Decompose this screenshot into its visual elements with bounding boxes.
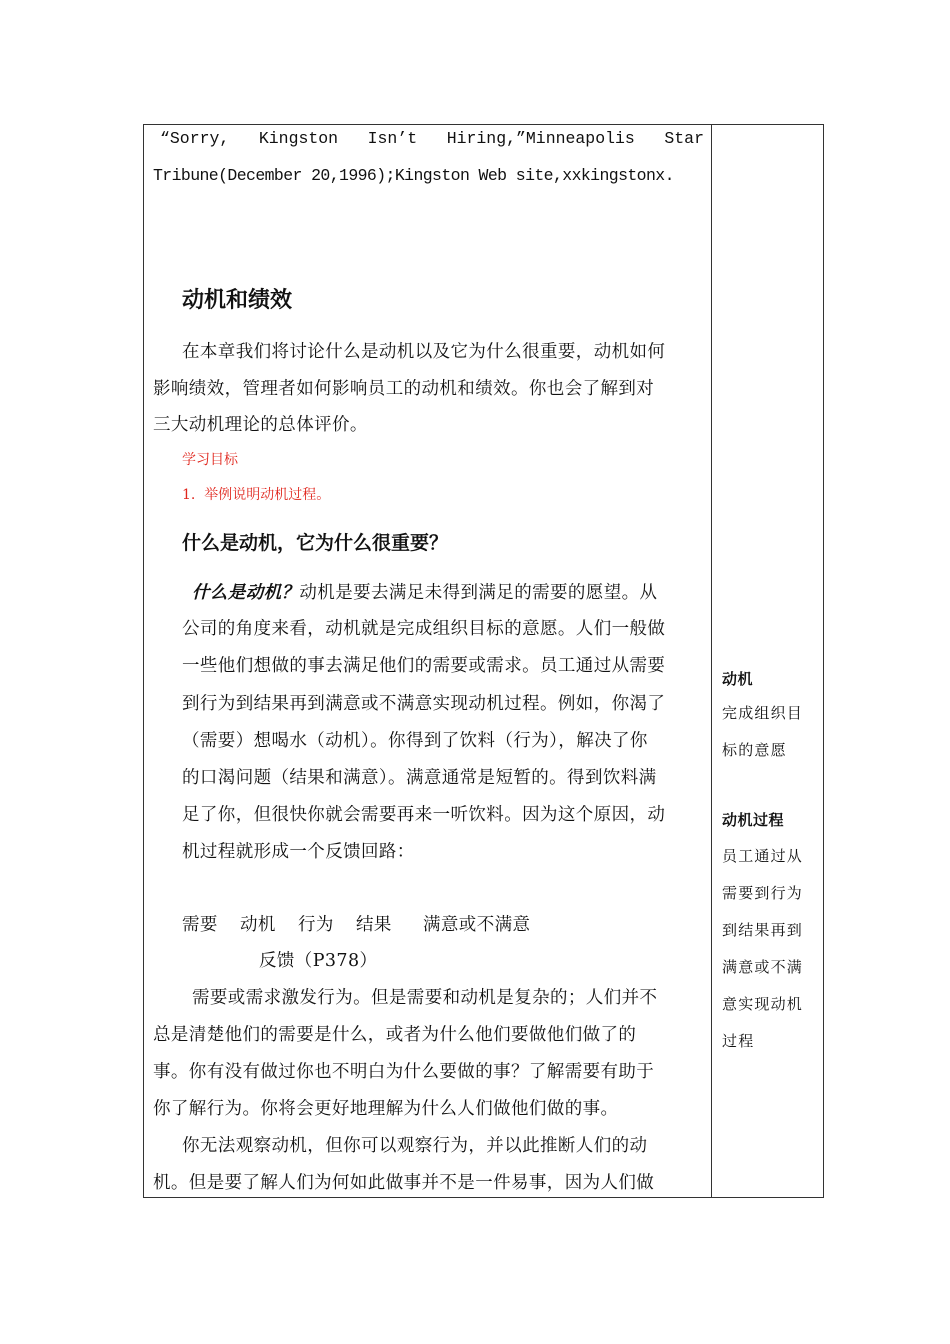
sidebar-definition-line: 意实现动机 — [722, 995, 804, 1013]
paragraph-1-line: 到行为到结果再到满意或不满意实现动机过程。例如，你渴了 — [182, 694, 666, 714]
sidebar-definition-line: 过程 — [722, 1032, 755, 1050]
intro-line-1: 在本章我们将讨论什么是动机以及它为什么很重要，动机如何 — [182, 342, 666, 362]
objectives-label: 学习目标 — [182, 452, 238, 468]
paragraph-3-line: 你无法观察动机，但你可以观察行为，并以此推断人们的动 — [182, 1136, 648, 1156]
citation-word: Kingston — [258, 129, 339, 148]
paragraph-2-line: 总是清楚他们的需要是什么，或者为什么他们要做他们做了的 — [153, 1025, 637, 1045]
process-step-result: 结果 — [356, 915, 392, 935]
citation-word: Hiring,”Minneapolis — [446, 129, 635, 148]
paragraph-2-line: 你了解行为。你将会更好地理解为什么人们做他们做的事。 — [153, 1099, 619, 1119]
citation-word: “Sorry, — [160, 129, 230, 148]
paragraph-2-line: 需要或需求激发行为。但是需要和动机是复杂的；人们并不 — [192, 988, 658, 1008]
sidebar-definition-line: 到结果再到 — [722, 921, 804, 939]
process-step-satisfaction: 满意或不满意 — [423, 915, 531, 935]
objective-item-1: 1. 举例说明动机过程。 — [182, 487, 331, 503]
sidebar-term-motivation: 动机 — [722, 670, 754, 688]
citation-line-1 — [160, 129, 704, 148]
paragraph-1-line: （需要）想喝水（动机）。你得到了饮料（行为），解决了你 — [182, 731, 648, 751]
paragraph-1-line: 一些他们想做的事去满足他们的需要或需求。员工通过从需要 — [182, 656, 666, 676]
citation-word: Isn’t — [367, 129, 418, 148]
paragraph-3-line: 机。但是要了解人们为何如此做事并不是一件易事，因为人们做 — [153, 1173, 655, 1193]
sidebar-definition-line: 完成组织目 — [722, 704, 804, 722]
section-title: 动机和绩效 — [182, 288, 293, 313]
sidebar-definition-line: 员工通过从 — [722, 847, 804, 865]
process-feedback-label: 反馈（P378） — [259, 951, 378, 971]
sidebar-term-motivation-process: 动机过程 — [722, 811, 785, 829]
paragraph-1-line: 足了你，但很快你就会需要再来一听饮料。因为这个原因，动 — [182, 805, 666, 825]
process-step-behavior: 行为 — [298, 915, 334, 935]
paragraph-1-line: 机过程就形成一个反馈回路： — [182, 842, 415, 862]
citation-word: Star — [664, 129, 704, 148]
intro-line-2: 影响绩效，管理者如何影响员工的动机和绩效。你也会了解到对 — [153, 379, 655, 399]
italic-lead: 什么是动机？ — [192, 583, 300, 603]
paragraph-1-line: 的口渴问题（结果和满意）。满意通常是短暂的。得到饮料满 — [182, 768, 657, 788]
subsection-title: 什么是动机，它为什么很重要？ — [182, 532, 449, 554]
paragraph-2-line: 事。你有没有做过你也不明白为什么要做的事？了解需要有助于 — [153, 1062, 655, 1082]
sidebar-definition-line: 标的意愿 — [722, 741, 787, 759]
sidebar-definition-line: 需要到行为 — [722, 884, 804, 902]
process-step-motive: 动机 — [240, 915, 276, 935]
paragraph-text: 动机是要去满足未得到满足的需要的愿望。从 — [299, 583, 658, 603]
intro-line-3: 三大动机理论的总体评价。 — [153, 415, 368, 435]
column-divider — [711, 124, 712, 1198]
sidebar-definition-line: 满意或不满 — [722, 958, 804, 976]
process-step-need: 需要 — [182, 915, 218, 935]
paragraph-1-line: 公司的角度来看，动机就是完成组织目标的意愿。人们一般做 — [182, 619, 666, 639]
paragraph-1-first-line — [192, 579, 657, 604]
citation-line-2: Tribune(December 20,1996);Kingston Web site,xxkingstonx. — [153, 166, 674, 185]
